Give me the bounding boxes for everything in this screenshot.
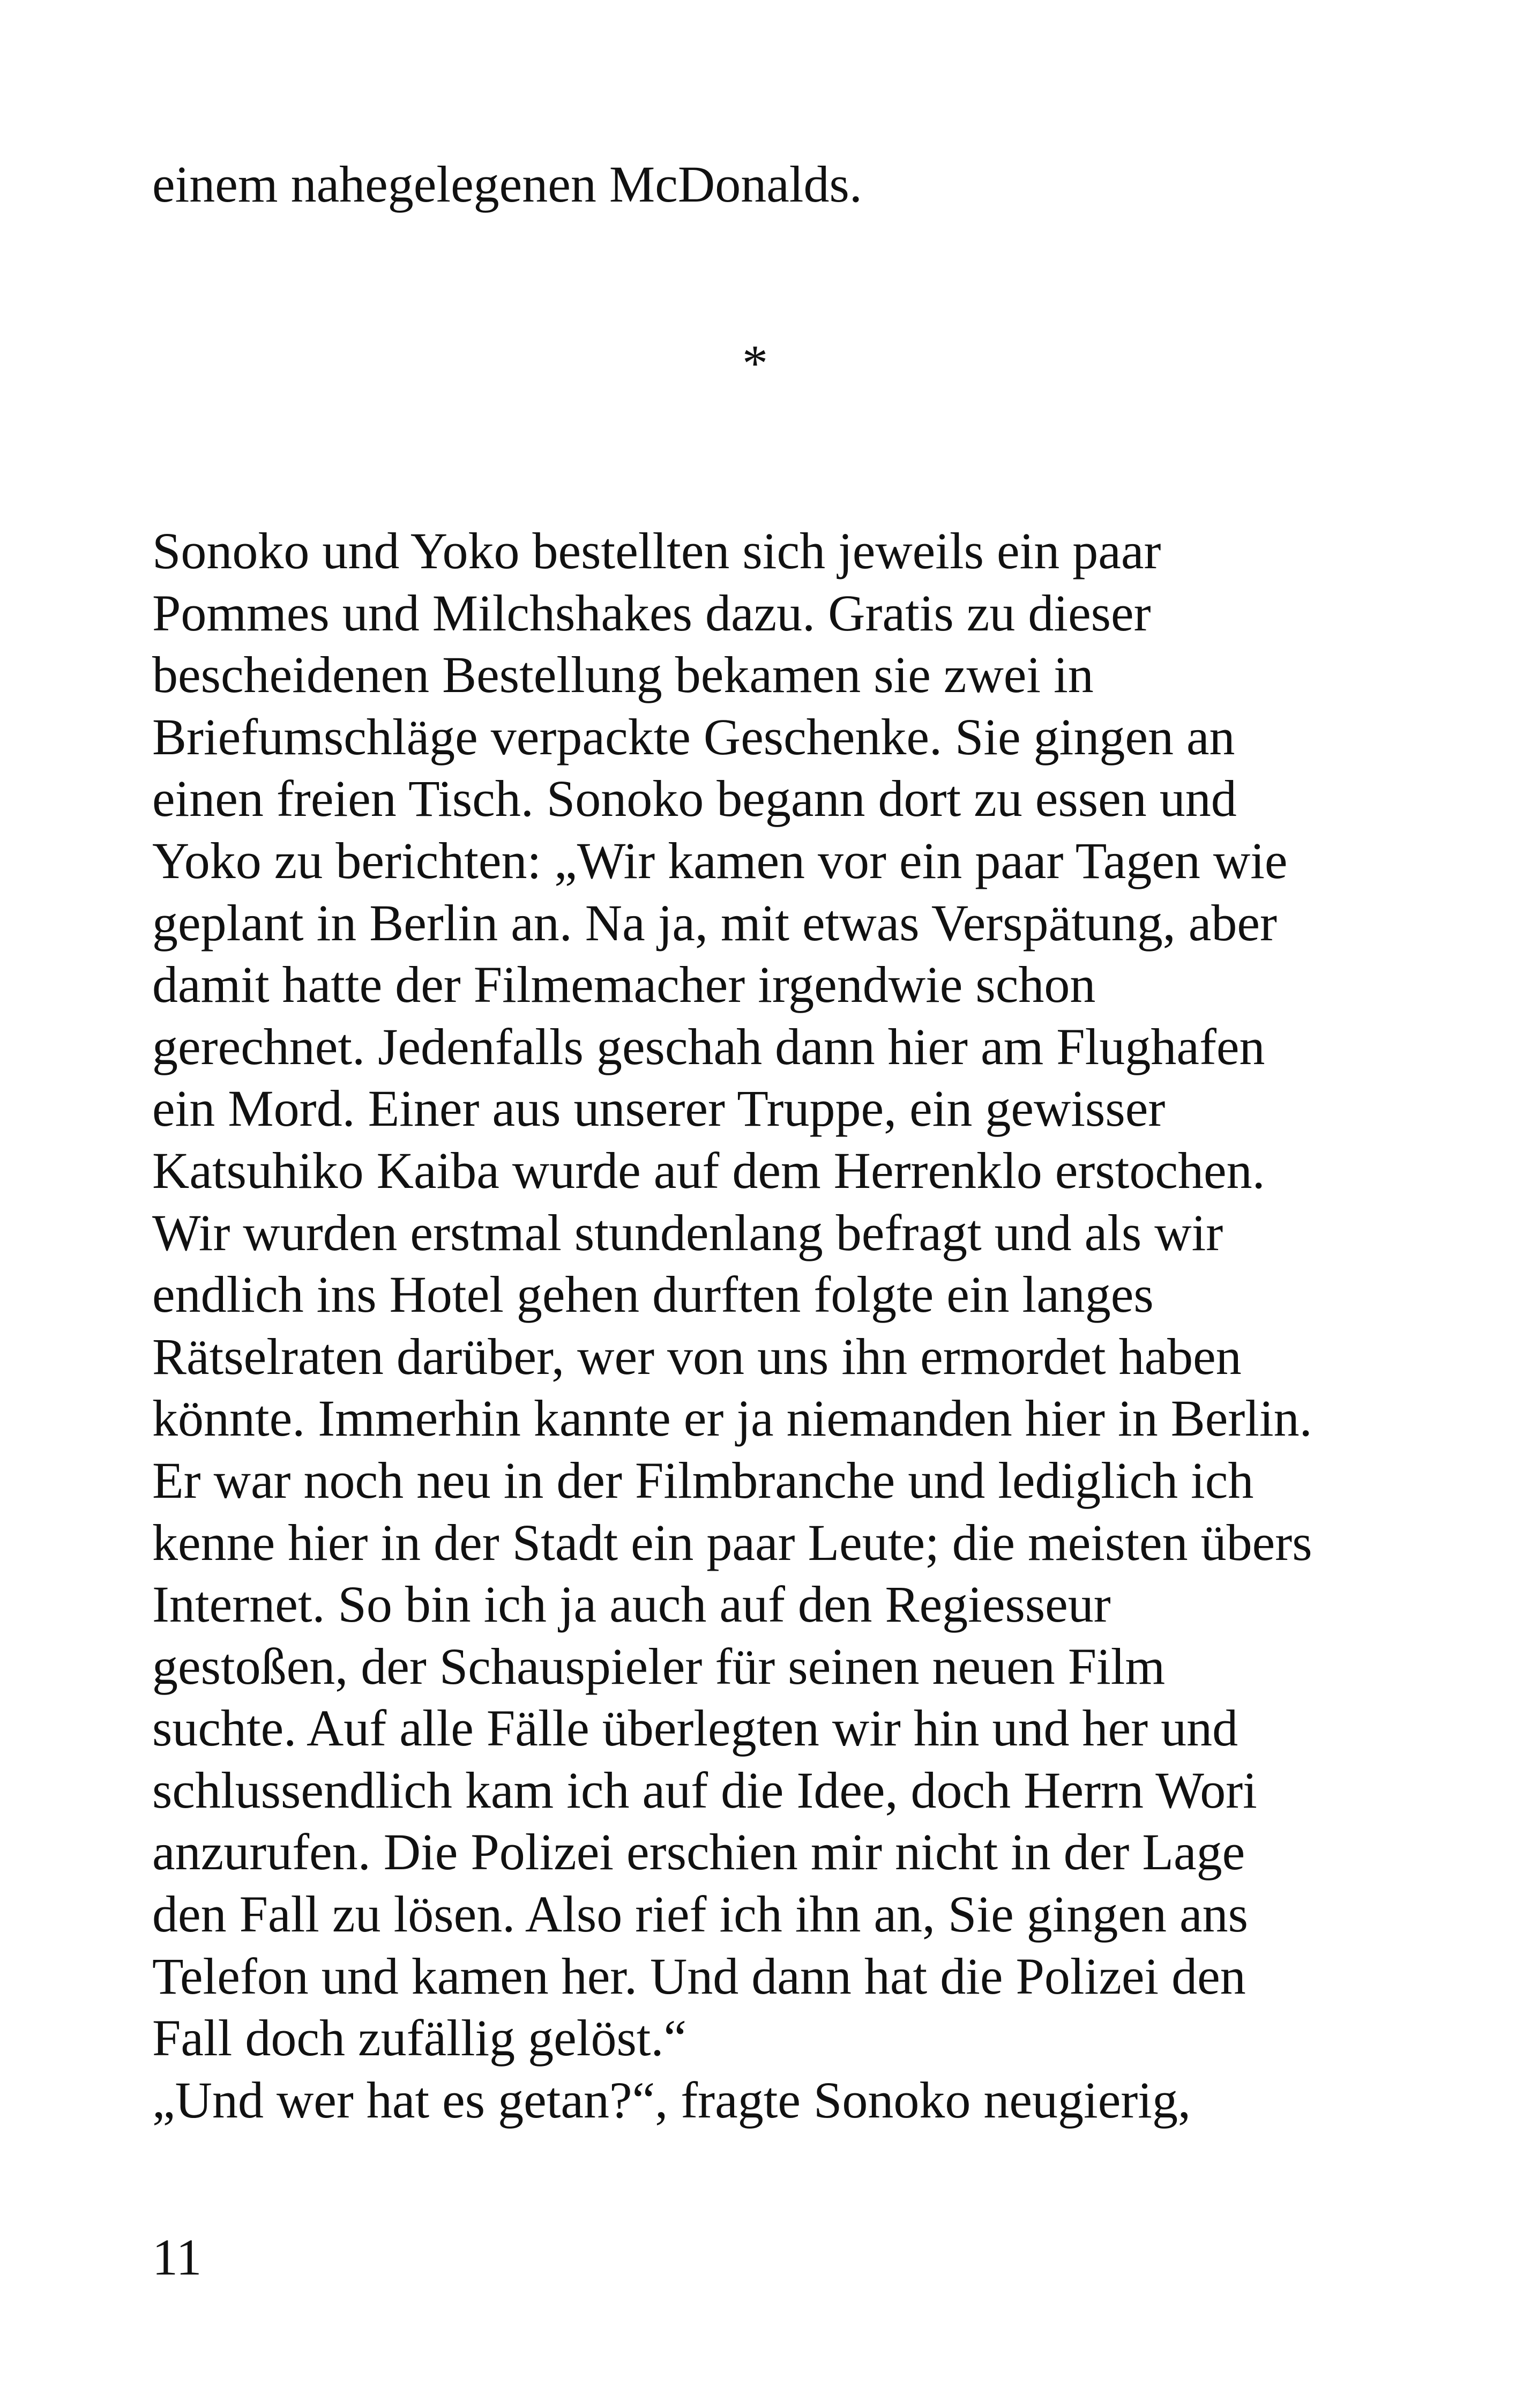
text-line: den Fall zu lösen. Also rief ich ihn an, Sie gingen ans (152, 1885, 1248, 1943)
text-line: schlussendlich kam ich auf die Idee, doch Herrn Wori (152, 1761, 1257, 1819)
text-line: Internet. So bin ich ja auch auf den Regiesseur (152, 1575, 1111, 1633)
text-line: damit hatte der Filmemacher irgendwie schon (152, 956, 1096, 1014)
text-line: geplant in Berlin an. Na ja, mit etwas Verspätung, aber (152, 894, 1277, 952)
opening-line: einem nahegelegenen McDonalds. (152, 155, 862, 213)
text-line: kenne hier in der Stadt ein paar Leute; die meisten übers (152, 1513, 1312, 1571)
text-line: gestoßen, der Schauspieler für seinen neuen Film (152, 1637, 1166, 1695)
text-line: Sonoko und Yoko bestellten sich jeweils ein paar (152, 522, 1161, 579)
text-line: Yoko zu berichten: „Wir kamen vor ein paar Tagen wie (152, 831, 1288, 889)
page-number: 11 (152, 2228, 202, 2286)
text-line: Rätselraten darüber, wer von uns ihn ermordet haben (152, 1327, 1242, 1385)
text-line: suchte. Auf alle Fälle überlegten wir hin und her und (152, 1699, 1238, 1757)
text-line: anzurufen. Die Polizei erschien mir nicht in der Lage (152, 1823, 1245, 1881)
text-line: einen freien Tisch. Sonoko begann dort zu essen und (152, 770, 1237, 828)
text-line: endlich ins Hotel gehen durften folgte ein langes (152, 1266, 1154, 1324)
text-line: Pommes und Milchshakes dazu. Gratis zu dieser (152, 584, 1151, 642)
text-line: Fall doch zufällig gelöst.“ (152, 2009, 687, 2067)
text-line: Telefon und kamen her. Und dann hat die Polizei den (152, 1947, 1246, 2005)
text-line: Katsuhiko Kaiba wurde auf dem Herrenklo erstochen. (152, 1141, 1265, 1199)
text-line: gerechnet. Jedenfalls geschah dann hier am Flughafen (152, 1017, 1265, 1075)
text-line: „Und wer hat es getan?“, fragte Sonoko neugierig, (152, 2071, 1191, 2129)
text-line: Er war noch neu in der Filmbranche und lediglich ich (152, 1451, 1254, 1509)
text-line: ein Mord. Einer aus unserer Truppe, ein gewisser (152, 1080, 1166, 1138)
text-line: Briefumschläge verpackte Geschenke. Sie gingen an (152, 708, 1235, 765)
text-line: bescheidenen Bestellung bekamen sie zwei in (152, 646, 1094, 704)
text-line: Wir wurden erstmal stundenlang befragt und als wir (152, 1203, 1223, 1261)
body-paragraph (152, 520, 1385, 2131)
text-line: könnte. Immerhin kannte er ja niemanden hier in Berlin. (152, 1389, 1312, 1447)
section-separator: * (742, 335, 768, 392)
